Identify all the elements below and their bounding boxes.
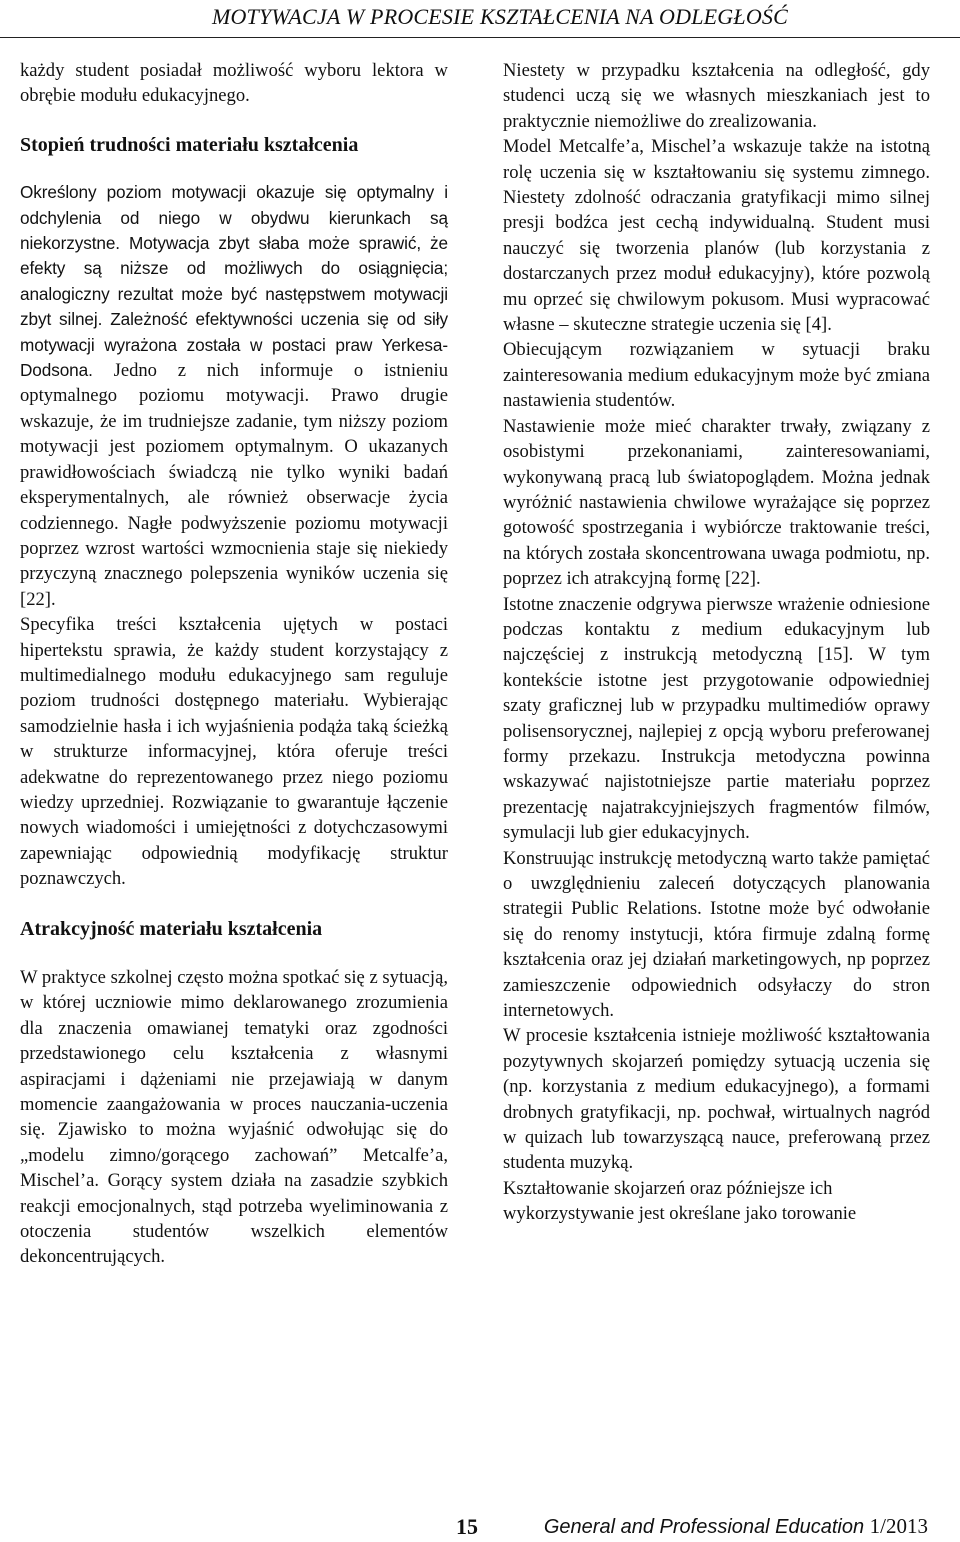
paragraph-first-impression: Istotne znaczenie odgrywa pierwsze wrażenie odniesione podczas kontaktu z medium edukacyjnym lub najczęściej z instrukcją metodyczną [15]. W tym kontekście istotne jest przygotowanie odpowiedniej szaty graficznej lub w przypadku multimediów oprawy polisensorycznej, najlepiej z opcją wyboru preferowanej formy przekazu. Instrukcja metodyczna powinna wskazywać najistotniejsze partie materiału poprzez prezentację najatrakcyjniejszych fragmentów filmów, symulacji lub gier edukacyjnych. — [503, 593, 930, 844]
running-header — [0, 0, 960, 38]
paragraph-school-practice: W praktyce szkolnej często można spotkać się z sytuacją, w której uczniowie mimo deklarowanego zrozumienia dla znaczenia omawianej tematyki oraz zgodności przedstawionego celu kształcenia z własnymi aspiracjami i dążeniami nie przejawiają w danym momencie zaangażowania w proces nauczania-uczenia się. Zjawisko to można wyjaśnić odwołując się do „modelu zimno/gorącego zachowań” Metcalfe’a, Mischel’a. Gorący system działa na zasadzie szybkich reakcji emocjonalnych, stąd potrzeba wyeliminowania z otoczenia studentów wszelkich elementów dekoncentrujących. — [20, 967, 448, 1268]
paragraph-attitude: Nastawienie może mieć charakter trwały, związany z osobistymi przekonaniami, zainteresowaniami, wykonywaną pracą lub światopoglądem. Można jednak wyróżnić nastawienia chwilowe wyrażające się poprzez gotowość spostrzegania i wybiórcze traktowanie treści, na których została skoncentrowana uwaga podmiotu, np. poprzez ich atrakcyjną formę [22]. — [503, 415, 930, 590]
paragraph-promising-solution: Obiecującym rozwiązaniem w sytuacji braku zainteresowania medium edukacyjnym może być zmiana nastawienia studentów. — [503, 339, 930, 412]
page-number: 15 — [456, 1514, 478, 1539]
paragraph-positive-associations: W procesie kształcenia istnieje możliwość kształtowania pozytywnych skojarzeń pomiędzy sytuacją uczenia się (np. korzystania z medium edukacyjnego), a formami drobnych gratyfikacji, np. pochwał, wirtualnych nagród w quizach lub towarzyszącą nauce, preferowaną przez studenta muzyką. — [503, 1025, 930, 1174]
paragraph-priming: Kształtowanie skojarzeń oraz późniejsze ich wykorzystywanie jest określane jako torowanie — [503, 1177, 857, 1225]
section-heading-attractiveness: Atrakcyjność materiału kształcenia — [20, 917, 323, 940]
section-heading-difficulty: Stopień trudności materiału kształcenia — [20, 133, 359, 156]
right-column — [503, 58, 930, 1227]
intro-paragraph: każdy student posiadał możliwość wyboru lektora w obrębie modułu edukacyjnego. — [20, 60, 448, 107]
paragraph-public-relations: Konstruując instrukcję metodyczną warto także pamiętać o uwzględnieniu zaleceń dotyczących planowania strategii Public Relations. Istotne może być odwołanie się do renomy instytucji, która firmuje zdalną formę kształcenia oraz jej działań marketingowych, np poprzez zamieszczenie odpowiednich odsyłaczy do stron internetowych. — [503, 847, 930, 1022]
journal-name: General and Professional Education — [543, 1516, 865, 1538]
paragraph-serif-part: Jedno z nich informuje o istnieniu optymalnego poziomu motywacji. Prawo drugie wskazuje, że im trudniejsze zadanie, tym niższy poziom motywacji jest poziomem optymalnym. O ukazanych prawidłowościach świadczą nie tylko wyniki badań eksperymentalnych, ale również obserwacje życia codziennego. Nagłe podwyższenie poziomu motywacji poprzez wzrost wartości wzmocnienia staje się niekiedy przyczyną znacznego polepszenia wyników uczenia się [22]. — [20, 360, 448, 610]
paragraph-hypertext: Specyfika treści kształcenia ujętych w postaci hipertekstu sprawia, że każdy student korzystający z multimedialnego modułu edukacyjnego sam reguluje poziom trudności dostępnego materiału. Wybierając samodzielnie hasła i ich wyjaśnienia podąża taką ścieżką w strukturze informacyjnej, która oferuje treści adekwatne do reprezentowanego przez niego poziomu wiedzy uprzedniej. Rozwiązanie to gwarantuje łączenie nowych wiadomości i umiejętności z dotychczasowymi zapewniając odpowiednią modyfikację struktur poznawczych. — [20, 614, 448, 890]
journal-issue: 1/2013 — [869, 1514, 928, 1538]
header-title: MOTYWACJA W PROCESIE KSZTAŁCENIA NA ODLEGŁOŚĆ — [211, 4, 788, 29]
left-column — [20, 58, 448, 1270]
paragraph-metcalfe-model: Model Metcalfe’a, Mischel’a wskazuje także na istotną rolę uczenia się w kształtowaniu się systemu zimnego. Niestety zdolność odraczania gratyfikacji mimo silnej presji bodźca jest cechą indywidualną. Student musi nauczyć się tworzenia planów (lub korzystania z dostarczanych przez moduł edukacyjny), które pozwolą mu oprzeć się chwilowym pokusom. Musi wypracować własne – skuteczne strategie uczenia się [4]. — [503, 136, 930, 336]
paragraph-distance-learning: Niestety w przypadku kształcenia na odległość, gdy studenci uczą się we własnych mieszkaniach jest to praktycznie niemożliwe do zrealizowania. — [503, 60, 930, 132]
paragraph-motivation-level — [20, 180, 448, 612]
paragraph-sans-part: Określony poziom motywacji okazuje się optymalny i odchylenia od niego w obydwu kierunkach są niekorzystne. Motywacja zbyt słaba może sprawić, że efekty są niższe od możliwych do osiągnięcia; analogiczny rezultat może być następstwem motywacji zbyt silnej. Zależność efektywności uczenia się od siły motywacji wyrażona została w postaci praw Yerkesa-Dodsona. — [20, 182, 448, 381]
journal-footer — [544, 1514, 928, 1539]
